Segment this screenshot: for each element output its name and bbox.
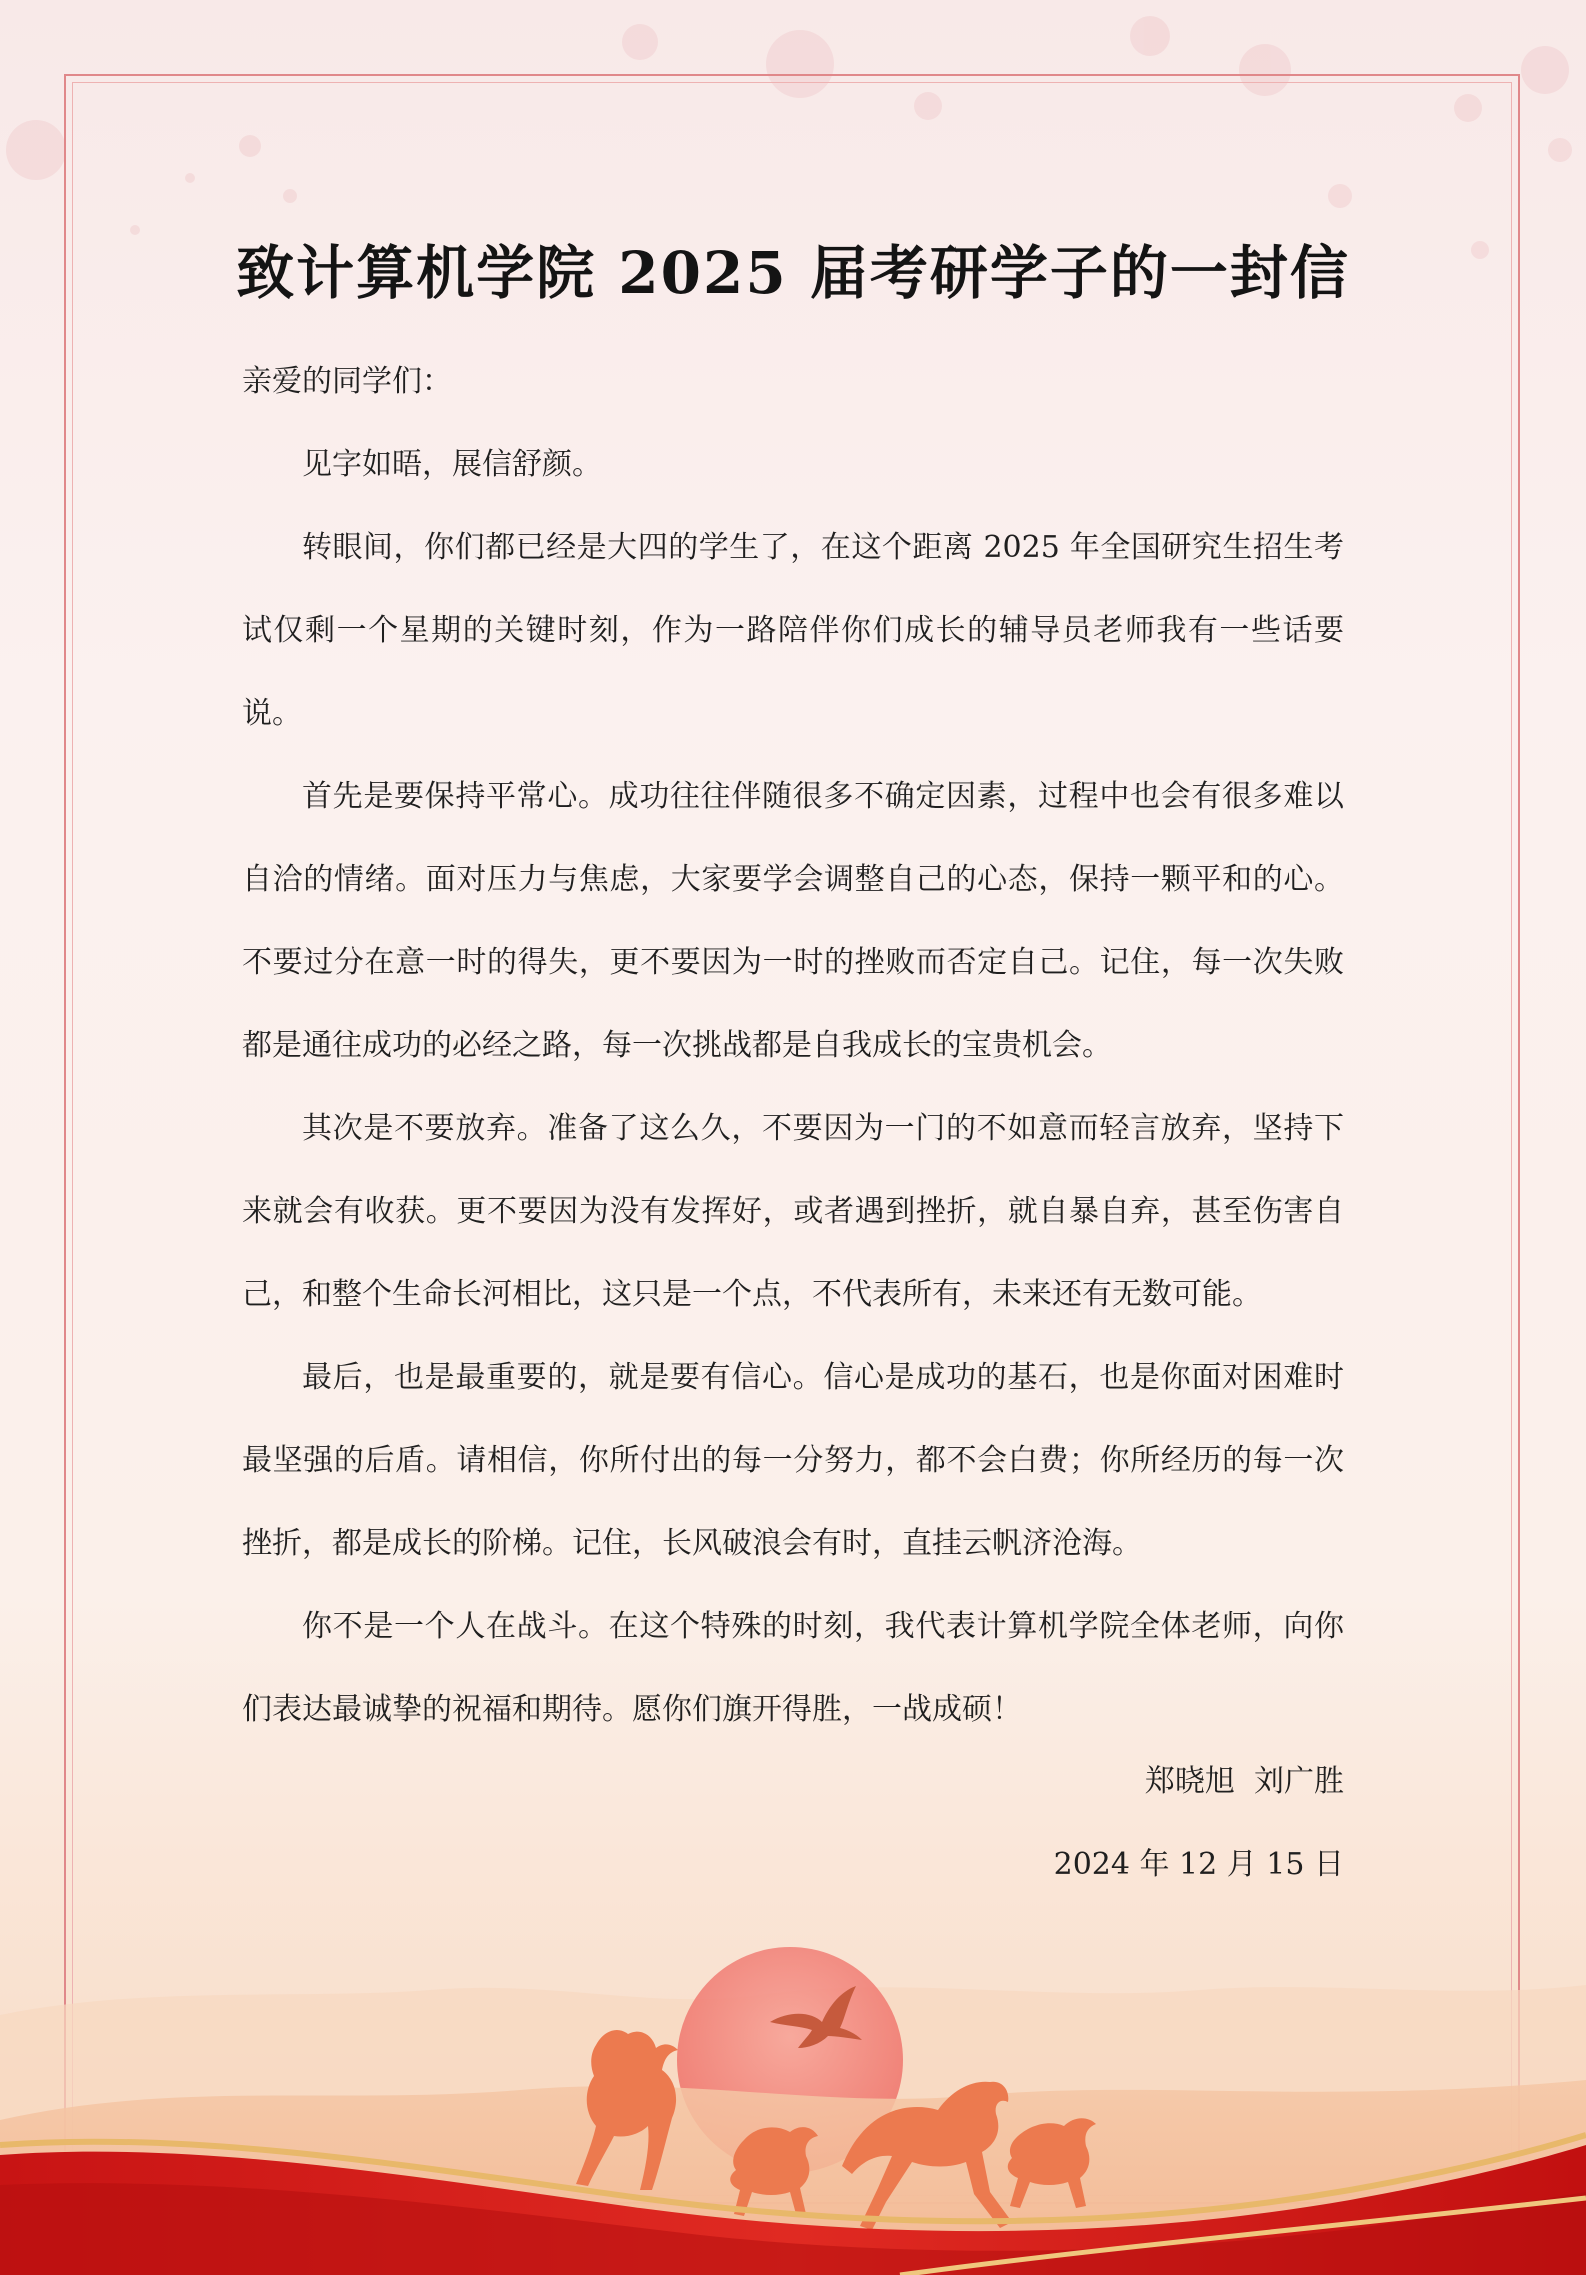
- paragraph-greeting: 见字如晤，展信舒颜。: [302, 447, 602, 482]
- paragraph-calm-mind: 首先是要保持平常心。成功往往伴随很多不确定因素，过程中也会有很多难以自洽的情绪。面对压力与焦虑，大家要学会调整自己的心态，保持一颗平和的心。不要过分在意一时的得失，更不要因为一时的挫败而否定自己。记住，每一次失败都是通往成功的必经之路，每一次挑战都是自我成长的宝贵机会。: [242, 779, 1344, 1063]
- letter-date: 2024 年 12 月 15 日: [1053, 1847, 1344, 1882]
- paragraph-blessing: 你不是一个人在战斗。在这个特殊的时刻，我代表计算机学院全体老师，向你们表达最诚挚的祝福和期待。愿你们旗开得胜，一战成硕！: [242, 1609, 1344, 1727]
- signatories: 郑晓旭 刘广胜: [1144, 1764, 1344, 1799]
- letter-title: 致计算机学院 2025 届考研学子的一封信: [236, 239, 1350, 307]
- paragraph-confidence: 最后，也是最重要的，就是要有信心。信心是成功的基石，也是你面对困难时最坚强的后盾。请相信，你所付出的每一分努力，都不会白费；你所经历的每一次挫折，都是成长的阶梯。记住，长风破浪会有时，直挂云帆济沧海。: [242, 1360, 1344, 1561]
- paragraph-intro: 转眼间，你们都已经是大四的学生了，在这个距离 2025 年全国研究生招生考试仅剩一个星期的关键时刻，作为一路陪伴你们成长的辅导员老师我有一些话要说。: [242, 530, 1344, 731]
- letter-body: [242, 340, 1344, 1751]
- signature-block: [1054, 1740, 1344, 1906]
- paragraph-never-give-up: 其次是不要放弃。准备了这么久，不要因为一门的不如意而轻言放弃，坚持下来就会有收获。更不要因为没有发挥好，或者遇到挫折，就自暴自弃，甚至伤害自己，和整个生命长河相比，这只是一个点，不代表所有，未来还有无数可能。: [242, 1111, 1344, 1312]
- salutation: 亲爱的同学们：: [242, 364, 452, 399]
- horses-sunset-decoration: [0, 1930, 1586, 2275]
